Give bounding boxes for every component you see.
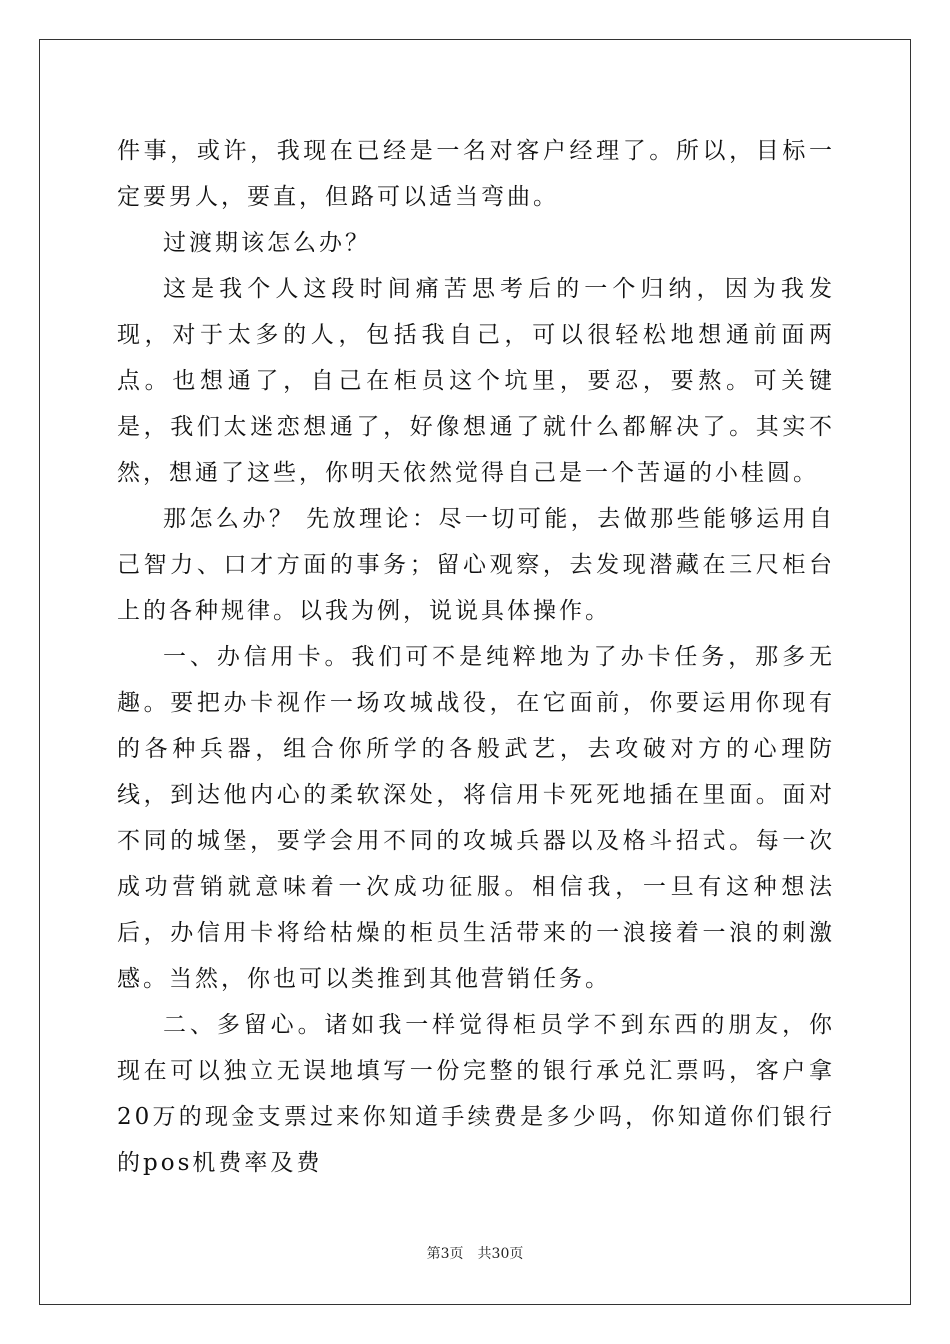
paragraph-4: 那怎么办？ 先放理论：尽一切可能，去做那些能够运用自己智力、口才方面的事务；留心观察，去发现潜藏在三尺柜台上的各种规律。以我为例，说说具体操作。 bbox=[117, 506, 835, 624]
paragraph-3: 这是我个人这段时间痛苦思考后的一个归纳，因为我发现，对于太多的人，包括我自己，可以很轻松地想通前面两点。也想通了，自己在柜员这个坑里，要忍，要熬。可关键是，我们太迷恋想通了，好像想通了就什么都解决了。其实不然，想通了这些，你明天依然觉得自己是一个苦逼的小桂圆。 bbox=[117, 276, 835, 486]
paragraph-5: 一、办信用卡。我们可不是纯粹地为了办卡任务，那多无趣。要把办卡视作一场攻城战役，在它面前，你要运用你现有的各种兵器，组合你所学的各般武艺，去攻破对方的心理防线，到达他内心的柔软深处，将信用卡死死地插在里面。面对不同的城堡，要学会用不同的攻城兵器以及格斗招式。每一次成功营销就意味着一次成功征服。相信我，一旦有这种想法后，办信用卡将给枯燥的柜员生活带来的一浪接着一浪的刺激感。当然，你也可以类推到其他营销任务。 bbox=[117, 644, 835, 992]
page-footer bbox=[0, 1244, 950, 1264]
paragraph-1: 件事，或许，我现在已经是一名对客户经理了。所以，目标一定要男人，要直，但路可以适当弯曲。 bbox=[117, 138, 835, 210]
page-total: 共30页 bbox=[477, 1246, 524, 1262]
page-number: 第3页 bbox=[426, 1246, 464, 1262]
paragraph-2: 过渡期该怎么办？ bbox=[163, 230, 371, 256]
paragraph-6: 二、多留心。诸如我一样觉得柜员学不到东西的朋友，你现在可以独立无误地填写一份完整的银行承兑汇票吗，客户拿20万的现金支票过来你知道手续费是多少吗，你知道你们银行的pos机费率及费 bbox=[117, 1012, 835, 1176]
document-body bbox=[117, 128, 835, 1186]
